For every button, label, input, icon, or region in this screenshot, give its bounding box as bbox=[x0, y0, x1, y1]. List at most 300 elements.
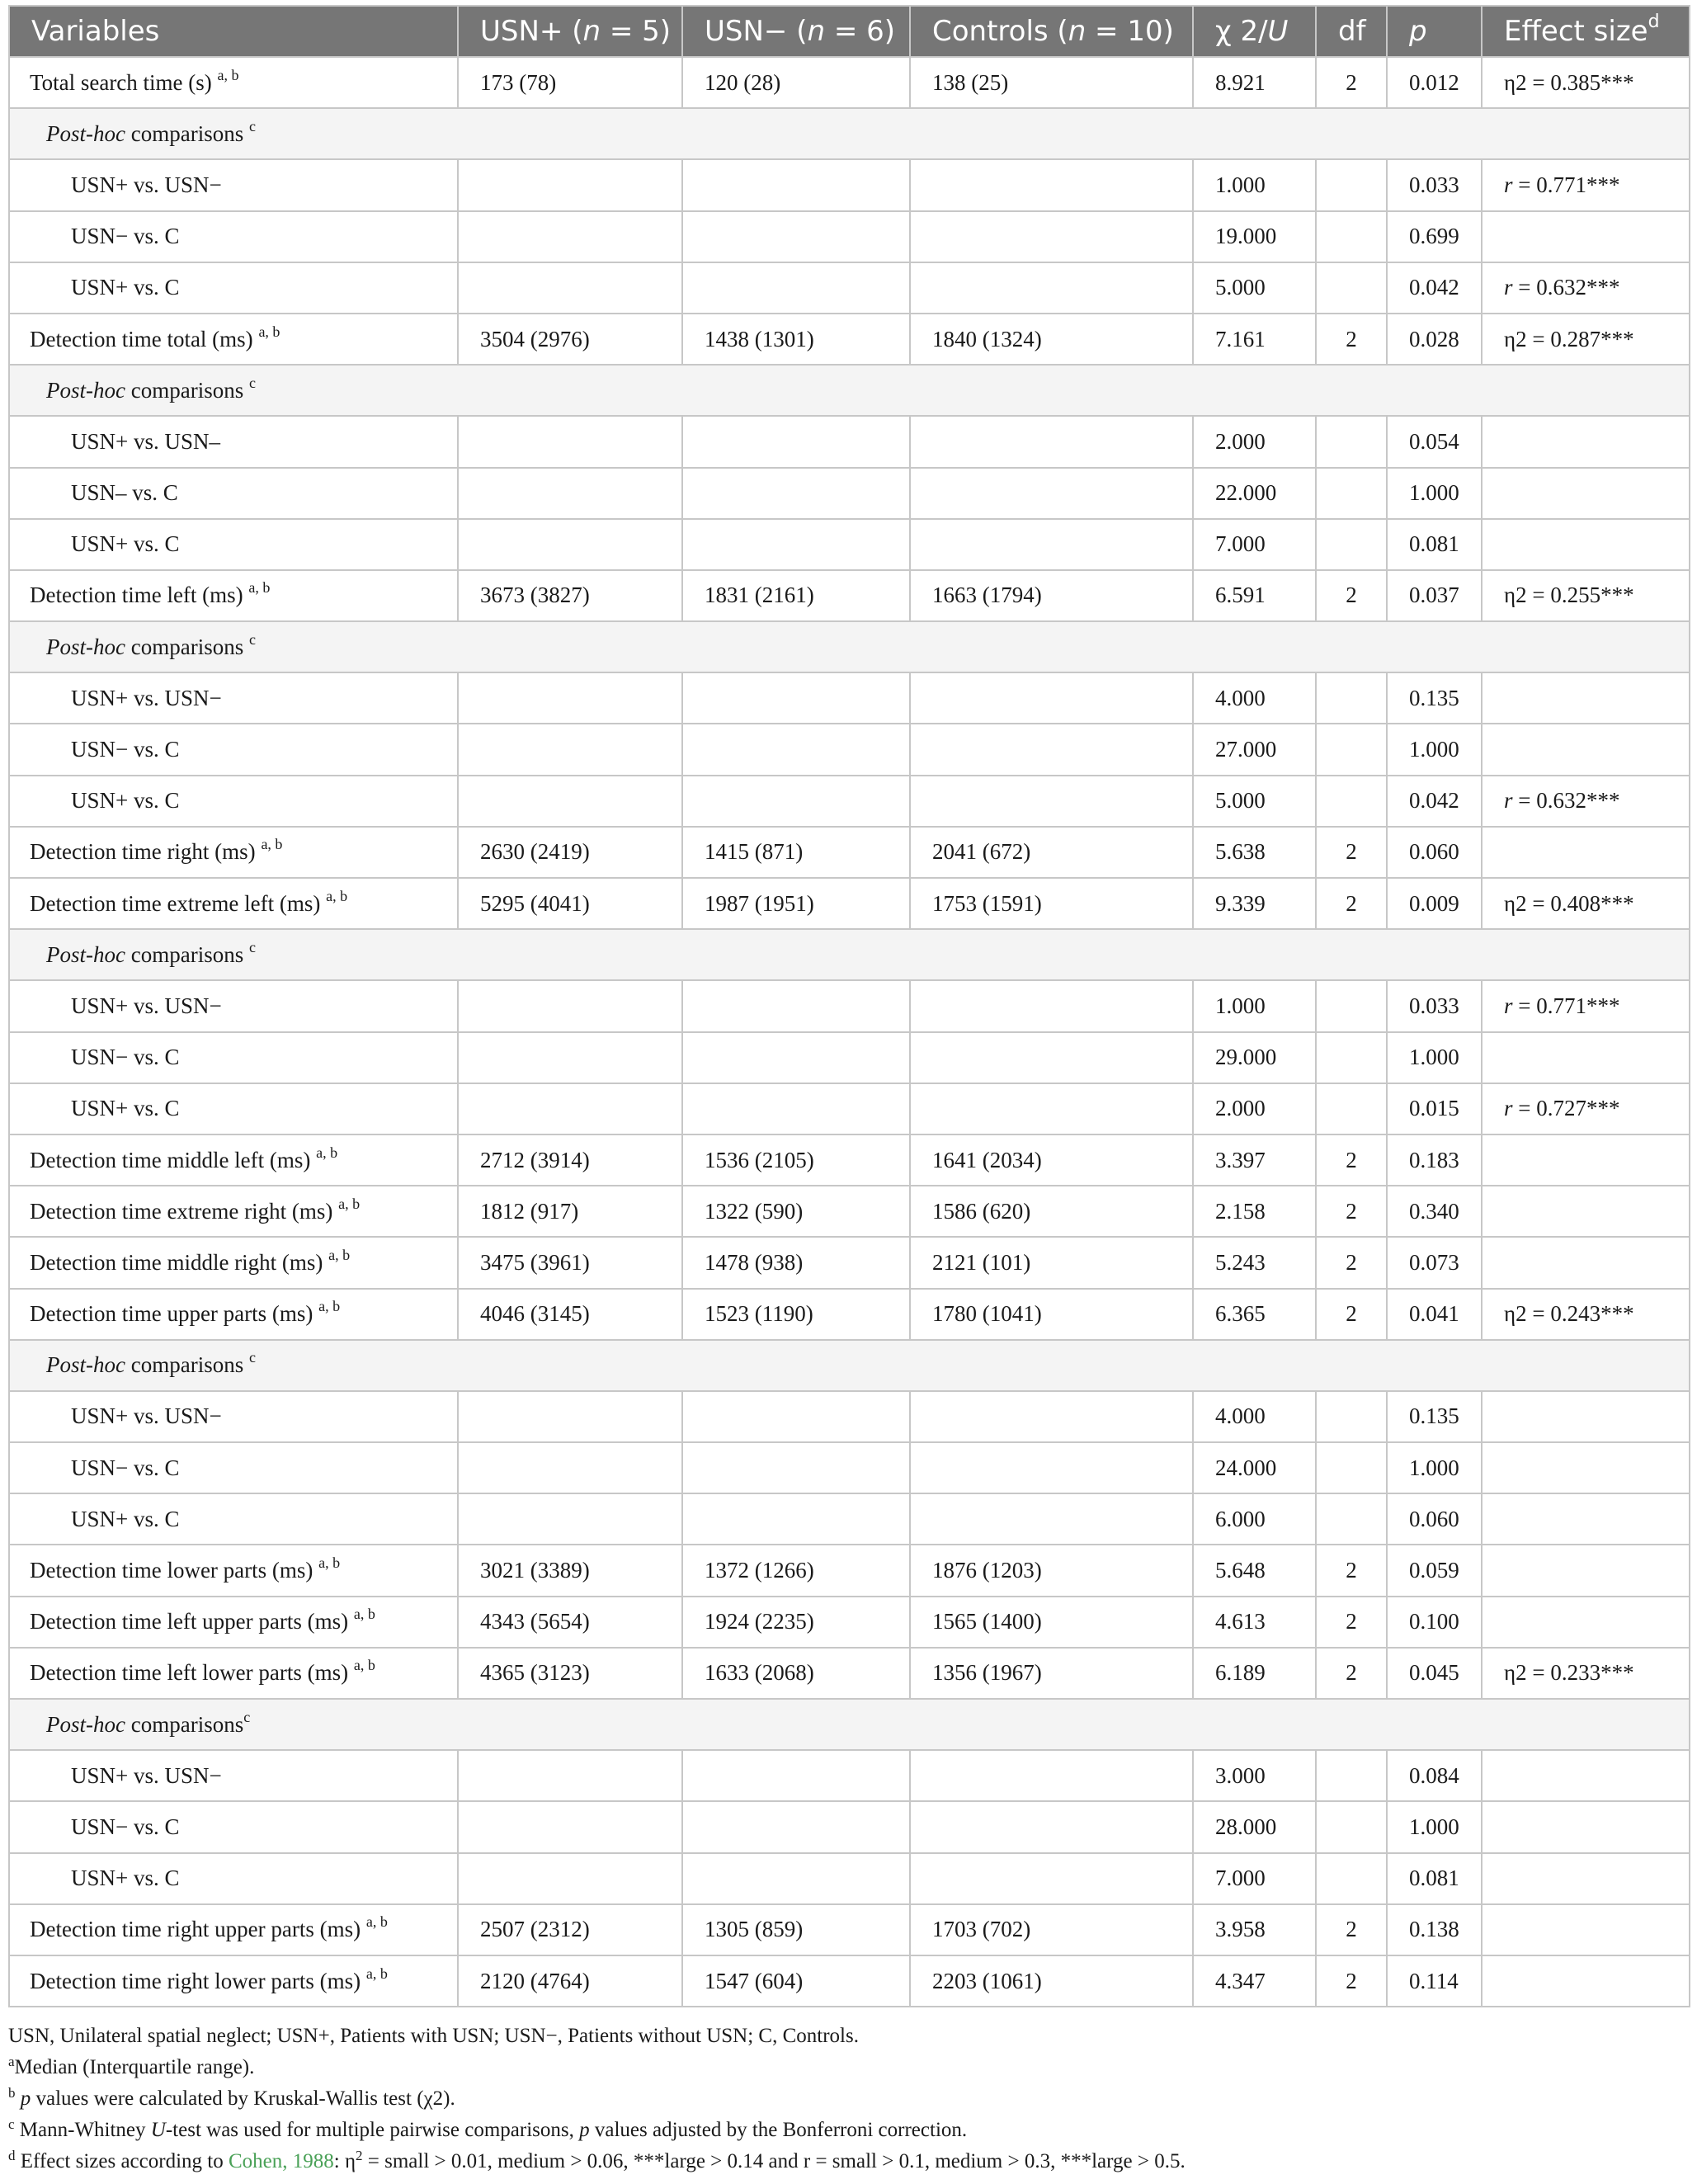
df-cell: 2 bbox=[1316, 1955, 1387, 2007]
p-value-cell: 0.045 bbox=[1387, 1648, 1482, 1699]
usn-plus-cell: 3021 (3389) bbox=[458, 1545, 682, 1596]
p-value-cell: 0.100 bbox=[1387, 1597, 1482, 1648]
df-cell bbox=[1316, 416, 1387, 467]
effect-size-cell bbox=[1482, 1442, 1690, 1493]
effect-size-cell bbox=[1482, 1853, 1690, 1904]
comparison-label: USN+ vs. C bbox=[9, 262, 458, 314]
usn-plus-cell bbox=[458, 1493, 682, 1545]
p-value-cell: 0.060 bbox=[1387, 1493, 1482, 1545]
usn-minus-cell: 1831 (2161) bbox=[682, 570, 910, 621]
df-cell bbox=[1316, 468, 1387, 519]
statistic-cell: 24.000 bbox=[1193, 1442, 1316, 1493]
usn-plus-cell: 4343 (5654) bbox=[458, 1597, 682, 1648]
table-row bbox=[9, 1955, 1690, 2007]
df-cell bbox=[1316, 211, 1387, 262]
statistic-cell: 3.958 bbox=[1193, 1904, 1316, 1955]
df-cell bbox=[1316, 724, 1387, 775]
statistic-cell: 9.339 bbox=[1193, 878, 1316, 929]
statistic-cell: 5.243 bbox=[1193, 1237, 1316, 1288]
footnote-a: $^a$Median (Interquartile range). bbox=[8, 2054, 255, 2079]
comparison-row bbox=[9, 1801, 1690, 1852]
effect-size-cell: r = 0.771*** bbox=[1482, 159, 1690, 210]
comparison-row bbox=[9, 211, 1690, 262]
usn-minus-cell bbox=[682, 468, 910, 519]
p-value-cell: 0.135 bbox=[1387, 1391, 1482, 1442]
usn-plus-cell bbox=[458, 980, 682, 1031]
controls-cell bbox=[910, 1032, 1193, 1083]
df-cell: 2 bbox=[1316, 1134, 1387, 1186]
controls-cell: 1753 (1591) bbox=[910, 878, 1193, 929]
cohen-1988-link[interactable]: Cohen, 1988 bbox=[228, 2150, 334, 2173]
usn-minus-cell bbox=[682, 211, 910, 262]
usn-plus-cell: 3475 (3961) bbox=[458, 1237, 682, 1288]
usn-plus-cell: 2630 (2419) bbox=[458, 827, 682, 878]
effect-size-cell bbox=[1482, 468, 1690, 519]
statistic-cell: 5.638 bbox=[1193, 827, 1316, 878]
header-effect-size: Effect size$^d$ bbox=[1482, 6, 1690, 57]
controls-cell: 1876 (1203) bbox=[910, 1545, 1193, 1596]
variable-label: Detection time left lower parts (ms) $^{a, b}$ bbox=[9, 1648, 458, 1699]
controls-cell bbox=[910, 468, 1193, 519]
usn-plus-cell: 5295 (4041) bbox=[458, 878, 682, 929]
usn-plus-cell bbox=[458, 159, 682, 210]
controls-cell: 1356 (1967) bbox=[910, 1648, 1193, 1699]
controls-cell bbox=[910, 159, 1193, 210]
df-cell: 2 bbox=[1316, 314, 1387, 365]
usn-minus-cell: 1924 (2235) bbox=[682, 1597, 910, 1648]
df-cell: 2 bbox=[1316, 1545, 1387, 1596]
comparison-row bbox=[9, 1391, 1690, 1442]
usn-plus-cell bbox=[458, 1083, 682, 1134]
usn-minus-cell: 1987 (1951) bbox=[682, 878, 910, 929]
usn-minus-cell bbox=[682, 519, 910, 570]
comparison-row bbox=[9, 519, 1690, 570]
comparison-label: USN+ vs. USN− bbox=[9, 1750, 458, 1801]
statistic-cell: 5.648 bbox=[1193, 1545, 1316, 1596]
df-cell bbox=[1316, 1442, 1387, 1493]
header-p: p bbox=[1387, 6, 1482, 57]
df-cell bbox=[1316, 1801, 1387, 1852]
variable-label: Detection time left upper parts (ms) $^{a, b}$ bbox=[9, 1597, 458, 1648]
controls-cell bbox=[910, 1801, 1193, 1852]
table-row bbox=[9, 314, 1690, 365]
variable-label: Detection time right lower parts (ms) $^{a, b}$ bbox=[9, 1955, 458, 2007]
comparison-row bbox=[9, 672, 1690, 724]
comparison-label: USN+ vs. C bbox=[9, 1083, 458, 1134]
effect-size-cell bbox=[1482, 1750, 1690, 1801]
statistic-cell: 4.000 bbox=[1193, 1391, 1316, 1442]
footnote-c: $^c$ Mann-Whitney U-test was used for multiple pairwise comparisons, p values adjusted by the Bonferroni correction. bbox=[8, 2116, 968, 2142]
p-value-cell: 0.009 bbox=[1387, 878, 1482, 929]
posthoc-header-row bbox=[9, 365, 1690, 416]
posthoc-label: Post-hoc comparisons $^c$ bbox=[9, 1340, 1690, 1391]
comparison-label: USN− vs. C bbox=[9, 1442, 458, 1493]
table-row bbox=[9, 1545, 1690, 1596]
statistic-cell: 4.613 bbox=[1193, 1597, 1316, 1648]
comparison-label: USN+ vs. USN− bbox=[9, 159, 458, 210]
p-value-cell: 0.699 bbox=[1387, 211, 1482, 262]
effect-size-cell: r = 0.632*** bbox=[1482, 262, 1690, 314]
effect-size-cell bbox=[1482, 1545, 1690, 1596]
statistic-cell: 28.000 bbox=[1193, 1801, 1316, 1852]
header-row bbox=[9, 6, 1690, 57]
controls-cell: 1565 (1400) bbox=[910, 1597, 1193, 1648]
comparison-row bbox=[9, 1032, 1690, 1083]
posthoc-header-row bbox=[9, 621, 1690, 672]
table-row bbox=[9, 1648, 1690, 1699]
usn-plus-cell bbox=[458, 1853, 682, 1904]
usn-minus-cell bbox=[682, 980, 910, 1031]
comparison-label: USN+ vs. C bbox=[9, 776, 458, 827]
usn-plus-cell: 2712 (3914) bbox=[458, 1134, 682, 1186]
p-value-cell: 0.060 bbox=[1387, 827, 1482, 878]
table-row bbox=[9, 1597, 1690, 1648]
posthoc-header-row bbox=[9, 929, 1690, 980]
controls-cell: 1703 (702) bbox=[910, 1904, 1193, 1955]
comparison-label: USN− vs. C bbox=[9, 724, 458, 775]
posthoc-label: Post-hoc comparisons $^c$ bbox=[9, 929, 1690, 980]
effect-size-cell bbox=[1482, 827, 1690, 878]
effect-size-cell bbox=[1482, 1134, 1690, 1186]
variable-label: Detection time right upper parts (ms) $^{a, b}$ bbox=[9, 1904, 458, 1955]
statistic-cell: 7.161 bbox=[1193, 314, 1316, 365]
effect-size-cell bbox=[1482, 1955, 1690, 2007]
variable-label: Detection time extreme right (ms) $^{a, b}$ bbox=[9, 1186, 458, 1237]
df-cell bbox=[1316, 1032, 1387, 1083]
comparison-label: USN– vs. C bbox=[9, 468, 458, 519]
usn-minus-cell bbox=[682, 416, 910, 467]
usn-minus-cell bbox=[682, 1750, 910, 1801]
statistic-cell: 27.000 bbox=[1193, 724, 1316, 775]
usn-plus-cell bbox=[458, 672, 682, 724]
posthoc-label: Post-hoc comparisons $^c$ bbox=[9, 365, 1690, 416]
p-value-cell: 0.183 bbox=[1387, 1134, 1482, 1186]
usn-minus-cell: 1322 (590) bbox=[682, 1186, 910, 1237]
comparison-row bbox=[9, 468, 1690, 519]
effect-size-cell: η2 = 0.385*** bbox=[1482, 57, 1690, 108]
controls-cell: 1586 (620) bbox=[910, 1186, 1193, 1237]
comparison-row bbox=[9, 1493, 1690, 1545]
usn-minus-cell: 1523 (1190) bbox=[682, 1289, 910, 1340]
statistic-cell: 4.000 bbox=[1193, 672, 1316, 724]
table-row bbox=[9, 1186, 1690, 1237]
df-cell: 2 bbox=[1316, 827, 1387, 878]
p-value-cell: 0.033 bbox=[1387, 159, 1482, 210]
controls-cell bbox=[910, 1853, 1193, 1904]
statistic-cell: 6.000 bbox=[1193, 1493, 1316, 1545]
variable-label: Detection time upper parts (ms) $^{a, b}$ bbox=[9, 1289, 458, 1340]
statistic-cell: 8.921 bbox=[1193, 57, 1316, 108]
df-cell: 2 bbox=[1316, 1186, 1387, 1237]
comparison-label: USN+ vs. USN− bbox=[9, 980, 458, 1031]
statistic-cell: 5.000 bbox=[1193, 776, 1316, 827]
p-value-cell: 1.000 bbox=[1387, 724, 1482, 775]
usn-minus-cell bbox=[682, 672, 910, 724]
controls-cell: 1641 (2034) bbox=[910, 1134, 1193, 1186]
statistic-cell: 22.000 bbox=[1193, 468, 1316, 519]
p-value-cell: 0.340 bbox=[1387, 1186, 1482, 1237]
controls-cell bbox=[910, 672, 1193, 724]
df-cell bbox=[1316, 776, 1387, 827]
usn-minus-cell bbox=[682, 724, 910, 775]
usn-minus-cell bbox=[682, 1083, 910, 1134]
p-value-cell: 1.000 bbox=[1387, 1442, 1482, 1493]
comparison-label: USN+ vs. C bbox=[9, 519, 458, 570]
usn-minus-cell bbox=[682, 1032, 910, 1083]
controls-cell: 138 (25) bbox=[910, 57, 1193, 108]
usn-minus-cell: 1305 (859) bbox=[682, 1904, 910, 1955]
usn-minus-cell bbox=[682, 1493, 910, 1545]
usn-plus-cell: 4365 (3123) bbox=[458, 1648, 682, 1699]
posthoc-label: Post-hoc comparisons$^c$ bbox=[9, 1699, 1690, 1750]
usn-plus-cell bbox=[458, 1032, 682, 1083]
usn-plus-cell bbox=[458, 1391, 682, 1442]
header-df: df bbox=[1316, 6, 1387, 57]
usn-plus-cell bbox=[458, 468, 682, 519]
table-row bbox=[9, 827, 1690, 878]
usn-plus-cell bbox=[458, 1442, 682, 1493]
usn-minus-cell: 1478 (938) bbox=[682, 1237, 910, 1288]
df-cell bbox=[1316, 1493, 1387, 1545]
posthoc-header-row bbox=[9, 1699, 1690, 1750]
df-cell bbox=[1316, 980, 1387, 1031]
effect-size-cell: η2 = 0.408*** bbox=[1482, 878, 1690, 929]
controls-cell: 2041 (672) bbox=[910, 827, 1193, 878]
comparison-label: USN− vs. C bbox=[9, 1032, 458, 1083]
effect-size-cell bbox=[1482, 1391, 1690, 1442]
controls-cell bbox=[910, 1493, 1193, 1545]
effect-size-cell: r = 0.727*** bbox=[1482, 1083, 1690, 1134]
comparison-row bbox=[9, 776, 1690, 827]
results-table bbox=[8, 5, 1690, 2007]
comparison-row bbox=[9, 1083, 1690, 1134]
statistic-cell: 19.000 bbox=[1193, 211, 1316, 262]
footnote-b: $^b$ p values were calculated by Kruskal-Wallis test (χ2). bbox=[8, 2085, 455, 2111]
statistic-cell: 3.000 bbox=[1193, 1750, 1316, 1801]
p-value-cell: 0.012 bbox=[1387, 57, 1482, 108]
table-footnotes bbox=[8, 2021, 1689, 2177]
df-cell: 2 bbox=[1316, 1237, 1387, 1288]
variable-label: Detection time middle right (ms) $^{a, b}$ bbox=[9, 1237, 458, 1288]
p-value-cell: 0.138 bbox=[1387, 1904, 1482, 1955]
controls-cell bbox=[910, 416, 1193, 467]
table-row bbox=[9, 570, 1690, 621]
header-variables: Variables bbox=[9, 6, 458, 57]
usn-minus-cell: 1633 (2068) bbox=[682, 1648, 910, 1699]
posthoc-label: Post-hoc comparisons $^c$ bbox=[9, 621, 1690, 672]
p-value-cell: 0.037 bbox=[1387, 570, 1482, 621]
effect-size-cell: η2 = 0.233*** bbox=[1482, 1648, 1690, 1699]
effect-size-cell bbox=[1482, 211, 1690, 262]
usn-plus-cell bbox=[458, 724, 682, 775]
statistic-cell: 6.365 bbox=[1193, 1289, 1316, 1340]
statistic-cell: 7.000 bbox=[1193, 519, 1316, 570]
usn-plus-cell: 4046 (3145) bbox=[458, 1289, 682, 1340]
effect-size-cell bbox=[1482, 1493, 1690, 1545]
p-value-cell: 0.033 bbox=[1387, 980, 1482, 1031]
posthoc-header-row bbox=[9, 1340, 1690, 1391]
footnote-abbreviations: USN, Unilateral spatial neglect; USN+, Patients with USN; USN−, Patients without USN; C, Controls. bbox=[8, 2025, 859, 2048]
usn-plus-cell bbox=[458, 1750, 682, 1801]
variable-label: Total search time (s) $^{a, b}$ bbox=[9, 57, 458, 108]
footnote-d: $^d$ Effect sizes according to Cohen, 1988: $\eta^2$ = small > 0.01, medium > 0.06, ***large > 0.14 and r = small > 0.1, medium > 0.3, ***large > 0.5. bbox=[8, 2148, 1186, 2173]
controls-cell: 1663 (1794) bbox=[910, 570, 1193, 621]
controls-cell bbox=[910, 211, 1193, 262]
df-cell: 2 bbox=[1316, 878, 1387, 929]
usn-minus-cell bbox=[682, 1391, 910, 1442]
statistic-cell: 1.000 bbox=[1193, 980, 1316, 1031]
p-value-cell: 0.041 bbox=[1387, 1289, 1482, 1340]
usn-minus-cell: 1536 (2105) bbox=[682, 1134, 910, 1186]
controls-cell bbox=[910, 519, 1193, 570]
usn-plus-cell: 3673 (3827) bbox=[458, 570, 682, 621]
p-value-cell: 1.000 bbox=[1387, 1032, 1482, 1083]
usn-plus-cell bbox=[458, 262, 682, 314]
usn-minus-cell: 1372 (1266) bbox=[682, 1545, 910, 1596]
usn-minus-cell: 120 (28) bbox=[682, 57, 910, 108]
df-cell: 2 bbox=[1316, 1904, 1387, 1955]
statistic-cell: 4.347 bbox=[1193, 1955, 1316, 2007]
usn-plus-cell bbox=[458, 776, 682, 827]
df-cell bbox=[1316, 1083, 1387, 1134]
effect-size-cell bbox=[1482, 1801, 1690, 1852]
comparison-row bbox=[9, 980, 1690, 1031]
usn-plus-cell bbox=[458, 1801, 682, 1852]
p-value-cell: 0.073 bbox=[1387, 1237, 1482, 1288]
controls-cell bbox=[910, 1391, 1193, 1442]
effect-size-cell: η2 = 0.287*** bbox=[1482, 314, 1690, 365]
statistic-cell: 6.591 bbox=[1193, 570, 1316, 621]
comparison-row bbox=[9, 1750, 1690, 1801]
usn-plus-cell: 1812 (917) bbox=[458, 1186, 682, 1237]
p-value-cell: 0.084 bbox=[1387, 1750, 1482, 1801]
table-row bbox=[9, 57, 1690, 108]
comparison-label: USN+ vs. USN− bbox=[9, 1391, 458, 1442]
header-usn-minus: USN− (n = 6) bbox=[682, 6, 910, 57]
df-cell bbox=[1316, 1750, 1387, 1801]
statistic-cell: 3.397 bbox=[1193, 1134, 1316, 1186]
statistic-cell: 7.000 bbox=[1193, 1853, 1316, 1904]
variable-label: Detection time middle left (ms) $^{a, b}$ bbox=[9, 1134, 458, 1186]
p-value-cell: 0.028 bbox=[1387, 314, 1482, 365]
comparison-row bbox=[9, 159, 1690, 210]
usn-minus-cell bbox=[682, 1853, 910, 1904]
statistic-cell: 1.000 bbox=[1193, 159, 1316, 210]
usn-minus-cell bbox=[682, 159, 910, 210]
controls-cell bbox=[910, 980, 1193, 1031]
usn-minus-cell bbox=[682, 776, 910, 827]
variable-label: Detection time total (ms) $^{a, b}$ bbox=[9, 314, 458, 365]
effect-size-cell bbox=[1482, 672, 1690, 724]
df-cell bbox=[1316, 159, 1387, 210]
table-row bbox=[9, 878, 1690, 929]
comparison-row bbox=[9, 262, 1690, 314]
usn-plus-cell: 3504 (2976) bbox=[458, 314, 682, 365]
usn-plus-cell: 2120 (4764) bbox=[458, 1955, 682, 2007]
effect-size-cell: η2 = 0.255*** bbox=[1482, 570, 1690, 621]
effect-size-cell bbox=[1482, 519, 1690, 570]
controls-cell bbox=[910, 262, 1193, 314]
p-value-cell: 0.081 bbox=[1387, 1853, 1482, 1904]
df-cell bbox=[1316, 1853, 1387, 1904]
effect-size-cell bbox=[1482, 1597, 1690, 1648]
usn-plus-cell bbox=[458, 211, 682, 262]
posthoc-label: Post-hoc comparisons $^c$ bbox=[9, 108, 1690, 159]
controls-cell bbox=[910, 724, 1193, 775]
statistic-cell: 2.000 bbox=[1193, 1083, 1316, 1134]
effect-size-cell bbox=[1482, 1904, 1690, 1955]
df-cell: 2 bbox=[1316, 57, 1387, 108]
comparison-row bbox=[9, 1853, 1690, 1904]
effect-size-cell bbox=[1482, 1237, 1690, 1288]
posthoc-header-row bbox=[9, 108, 1690, 159]
usn-minus-cell bbox=[682, 1801, 910, 1852]
comparison-row bbox=[9, 724, 1690, 775]
p-value-cell: 1.000 bbox=[1387, 468, 1482, 519]
p-value-cell: 0.015 bbox=[1387, 1083, 1482, 1134]
usn-plus-cell bbox=[458, 416, 682, 467]
comparison-label: USN+ vs. C bbox=[9, 1493, 458, 1545]
p-value-cell: 1.000 bbox=[1387, 1801, 1482, 1852]
comparison-label: USN− vs. C bbox=[9, 1801, 458, 1852]
header-controls: Controls (n = 10) bbox=[910, 6, 1193, 57]
df-cell: 2 bbox=[1316, 1597, 1387, 1648]
controls-cell: 2203 (1061) bbox=[910, 1955, 1193, 2007]
table-row bbox=[9, 1134, 1690, 1186]
statistic-cell: 6.189 bbox=[1193, 1648, 1316, 1699]
effect-size-cell bbox=[1482, 416, 1690, 467]
statistic-cell: 5.000 bbox=[1193, 262, 1316, 314]
table-body bbox=[9, 57, 1690, 2007]
usn-plus-cell: 173 (78) bbox=[458, 57, 682, 108]
df-cell bbox=[1316, 1391, 1387, 1442]
usn-minus-cell: 1547 (604) bbox=[682, 1955, 910, 2007]
variable-label: Detection time lower parts (ms) $^{a, b}$ bbox=[9, 1545, 458, 1596]
comparison-label: USN+ vs. C bbox=[9, 1853, 458, 1904]
p-value-cell: 0.135 bbox=[1387, 672, 1482, 724]
controls-cell bbox=[910, 1442, 1193, 1493]
effect-size-cell: η2 = 0.243*** bbox=[1482, 1289, 1690, 1340]
variable-label: Detection time left (ms) $^{a, b}$ bbox=[9, 570, 458, 621]
controls-cell bbox=[910, 1083, 1193, 1134]
effect-size-cell: r = 0.632*** bbox=[1482, 776, 1690, 827]
df-cell bbox=[1316, 262, 1387, 314]
df-cell: 2 bbox=[1316, 570, 1387, 621]
usn-minus-cell bbox=[682, 262, 910, 314]
header-chi-u: χ 2/U bbox=[1193, 6, 1316, 57]
effect-size-cell bbox=[1482, 1032, 1690, 1083]
comparison-row bbox=[9, 416, 1690, 467]
table-row bbox=[9, 1904, 1690, 1955]
df-cell bbox=[1316, 672, 1387, 724]
usn-minus-cell bbox=[682, 1442, 910, 1493]
header-usn-plus: USN+ (n = 5) bbox=[458, 6, 682, 57]
p-value-cell: 0.059 bbox=[1387, 1545, 1482, 1596]
statistic-cell: 2.000 bbox=[1193, 416, 1316, 467]
usn-plus-cell: 2507 (2312) bbox=[458, 1904, 682, 1955]
effect-size-cell bbox=[1482, 724, 1690, 775]
comparison-label: USN− vs. C bbox=[9, 211, 458, 262]
df-cell: 2 bbox=[1316, 1289, 1387, 1340]
p-value-cell: 0.114 bbox=[1387, 1955, 1482, 2007]
effect-size-cell bbox=[1482, 1186, 1690, 1237]
statistic-cell: 29.000 bbox=[1193, 1032, 1316, 1083]
comparison-row bbox=[9, 1442, 1690, 1493]
statistic-cell: 2.158 bbox=[1193, 1186, 1316, 1237]
p-value-cell: 0.042 bbox=[1387, 262, 1482, 314]
usn-minus-cell: 1438 (1301) bbox=[682, 314, 910, 365]
controls-cell: 1840 (1324) bbox=[910, 314, 1193, 365]
